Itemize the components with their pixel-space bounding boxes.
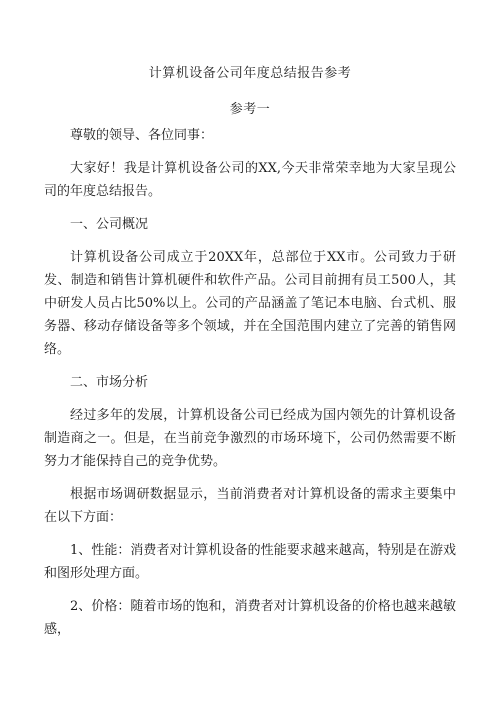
overview-paragraph: 计算机设备公司成立于20XX年，总部位于XX市。公司致力于研发、制造和销售计算机硬件和软件产品。公司目前拥有员工500人，其中研发人员占比50%以上。公司的产品涵盖了笔记本电脑、台式机、服务器、移动存储设备等多个领域，并在全国范围内建立了完善的销售网络。 bbox=[44, 250, 456, 357]
document-body bbox=[44, 124, 456, 651]
list-item-performance: 1、性能：消费者对计算机设备的性能要求越来越高，特别是在游戏和图形处理方面。 bbox=[44, 543, 456, 581]
intro-paragraph: 大家好！我是计算机设备公司的XX,今天非常荣幸地为大家呈现公司的年度总结报告。 bbox=[44, 161, 456, 199]
section-heading-overview: 一、公司概况 bbox=[70, 217, 149, 232]
greeting: 尊敬的领导、各位同事： bbox=[70, 128, 214, 143]
market-paragraph-2: 根据市场调研数据显示，当前消费者对计算机设备的需求主要集中在以下方面： bbox=[44, 487, 456, 525]
market-paragraph-1: 经过多年的发展，计算机设备公司已经成为国内领先的计算机设备制造商之一。但是，在当前竞争激烈的市场环境下，公司仍然需要不断努力才能保持自己的竞争优势。 bbox=[44, 408, 456, 469]
document-title: 计算机设备公司年度总结报告参考 bbox=[148, 66, 352, 81]
section-heading-market: 二、市场分析 bbox=[70, 375, 149, 390]
document-subtitle: 参考一 bbox=[229, 102, 271, 117]
list-item-price: 2、价格：随着市场的饱和，消费者对计算机设备的价格也越来越敏感， bbox=[44, 599, 456, 637]
